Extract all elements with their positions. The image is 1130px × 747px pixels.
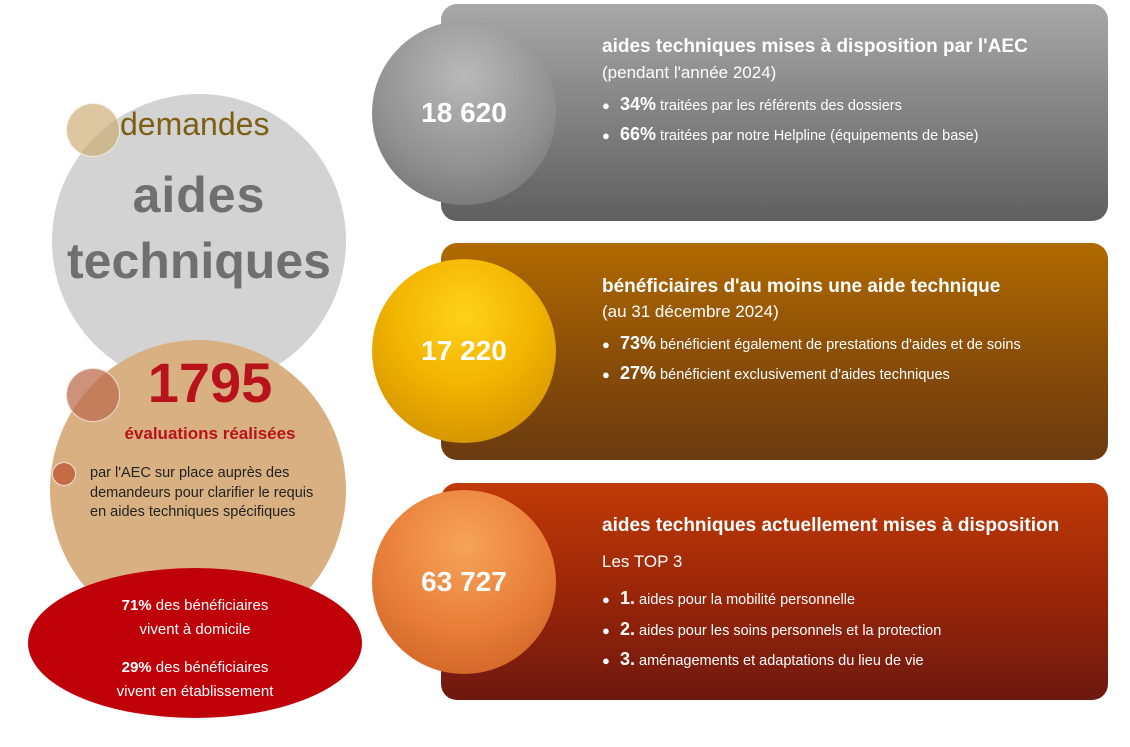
evaluations-label: évaluations réalisées [124, 424, 296, 443]
decor-dot-2 [66, 368, 120, 422]
number-circle-2: 17 220 [372, 259, 556, 443]
panel-2-bullet-1: ● 73% bénéficient également de prestations d'aides et de soins [602, 333, 1021, 353]
panel-1-subtitle: (pendant l'année 2024) [602, 63, 777, 82]
panel-3-bullet-2: ● 2. aides pour les soins personnels et la protection [602, 619, 942, 639]
number-circle-3: 63 727 [372, 490, 556, 674]
domicile-line-2: vivent à domicile [139, 621, 251, 638]
techniques-label: techniques [67, 233, 331, 289]
panel-3-bullet-1: ● 1. aides pour la mobilité personnelle [602, 588, 856, 608]
panel-2-bullet-2: ● 27% bénéficient exclusivement d'aides techniques [602, 363, 950, 383]
demandes-label: demandes [120, 106, 270, 142]
panel-3-bullet-3: ● 3. aménagements et adaptations du lieu de vie [602, 649, 924, 669]
number-circle-1: 18 620 [372, 21, 556, 205]
panel-3-subtitle: Les TOP 3 [602, 552, 683, 571]
panel-1-bullet-1: ● 34% traitées par les référents des dossiers [602, 94, 902, 114]
panel-2-title: bénéficiaires d'au moins une aide technique [602, 276, 1001, 297]
decor-dot-3 [52, 462, 76, 486]
panel-2-subtitle: (au 31 décembre 2024) [602, 302, 779, 321]
panel-1-bullet-2: ● 66% traitées par notre Helpline (équipements de base) [602, 124, 979, 144]
decor-dot-1 [66, 103, 120, 157]
domicile-line-1: 71% des bénéficiaires [121, 597, 269, 614]
aides-label: aides [132, 167, 266, 223]
evaluations-count: 1795 [147, 351, 273, 414]
panel-1-title: aides techniques mises à disposition par l'AEC [602, 36, 1028, 57]
panel-3-title: aides techniques actuellement mises à disposition [602, 515, 1060, 536]
aec-description: par l'AEC sur place auprès des demandeurs pour clarifier le requis en aides techniques spécifiques [90, 465, 314, 520]
etab-line-1: 29% des bénéficiaires [121, 659, 269, 676]
etab-line-2: vivent en établissement [116, 683, 274, 700]
